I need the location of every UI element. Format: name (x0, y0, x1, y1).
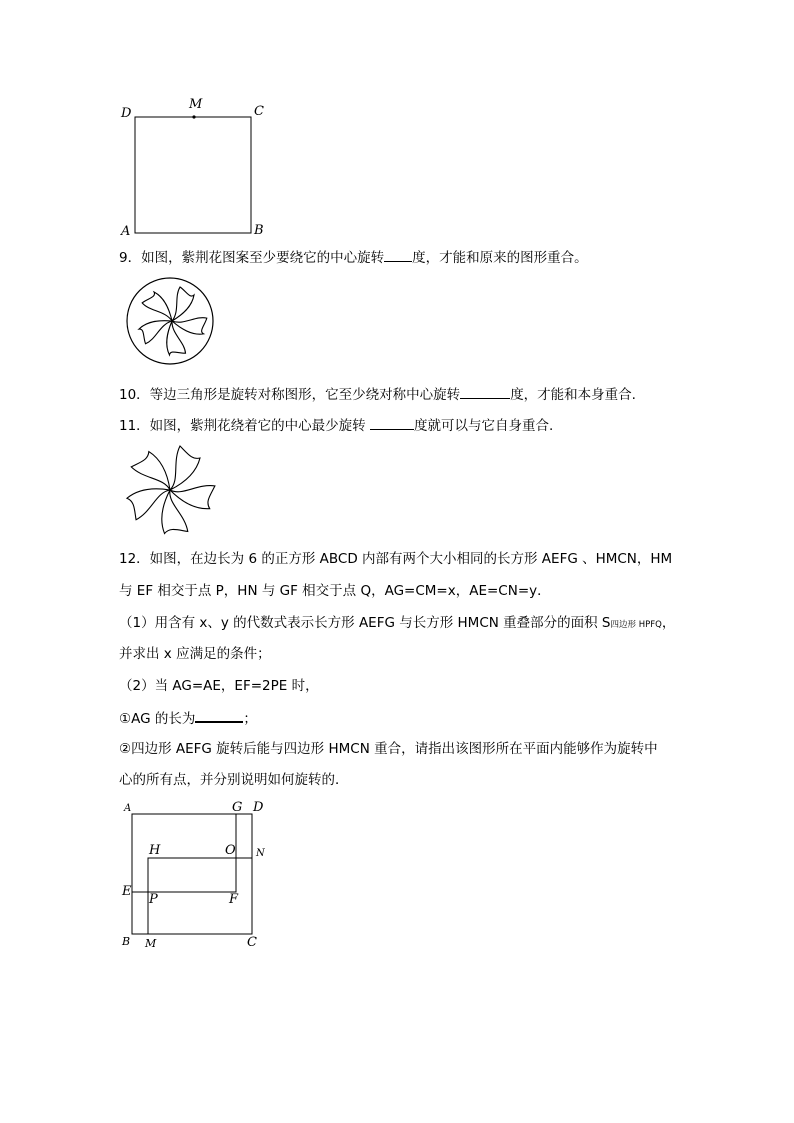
q12-line-3-subscript: 四边形 HPFQ (610, 620, 662, 630)
q10-text-post: 度，才能和本身重合. (510, 387, 636, 403)
fig2-label-o: O (225, 843, 236, 858)
fig2-label-c: C (247, 935, 257, 950)
label-a: A (121, 224, 131, 239)
fig2-label-d: D (253, 800, 264, 815)
q9-text-post: 度，才能和原来的图形重合。 (412, 250, 588, 266)
q12-line-2: 与 EF 相交于点 P，HN 与 GF 相交于点 Q，AG=CM=x，AE=CN=y． (119, 583, 551, 599)
q12-line-7: ②四边形 AEFG 旋转后能与四边形 HMCN 重合，请指出该图形所在平面内能够作为旋转中 (119, 741, 658, 757)
q12-line-3-post: ， (661, 615, 676, 631)
q12-line-6-post: ； (243, 711, 257, 727)
fig2-label-m: M (145, 937, 157, 950)
square-abcd-outer (132, 814, 252, 934)
q11-text-post: 度就可以与它自身重合. (413, 418, 554, 434)
q12-line-8: 心的所有点，并分别说明如何旋转的． (119, 772, 349, 788)
q11-text-pre: 11．如图，紫荆花绕着它的中心最少旋转 (119, 418, 370, 434)
q10-text-pre: 10．等边三角形是旋转对称图形，它至少绕对称中心旋转 (119, 387, 461, 403)
label-m: M (189, 97, 203, 112)
label-b: B (254, 223, 264, 238)
fig2-label-n: N (256, 848, 265, 859)
fig2-label-g: G (232, 800, 243, 815)
fig2-label-e: E (122, 884, 132, 899)
q12-line-4: 并求出 x 应满足的条件； (119, 646, 271, 662)
q9-text-pre: 9．如图，紫荆花图案至少要绕它的中心旋转 (119, 250, 385, 266)
label-c: C (254, 104, 264, 119)
q12-line-3-pre: （1）用含有 x、y 的代数式表示长方形 AEFG 与长方形 HMCN 重叠部分的面积 S (119, 615, 611, 631)
fig2-label-f: F (229, 892, 239, 907)
q12-line-1: 12．如图，在边长为 6 的正方形 ABCD 内部有两个大小相同的长方形 AEFG 、HMCN，HM (119, 551, 673, 567)
fig2-label-p: P (149, 892, 158, 907)
q12-line-6-pre: ①AG 的长为 (119, 711, 196, 727)
label-d: D (121, 106, 132, 121)
fig2-label-a: A (124, 803, 132, 814)
q12-line-5: （2）当 AG=AE，EF=2PE 时， (119, 678, 319, 694)
fig2-label-b: B (122, 935, 131, 948)
fig2-label-h: H (149, 843, 161, 858)
